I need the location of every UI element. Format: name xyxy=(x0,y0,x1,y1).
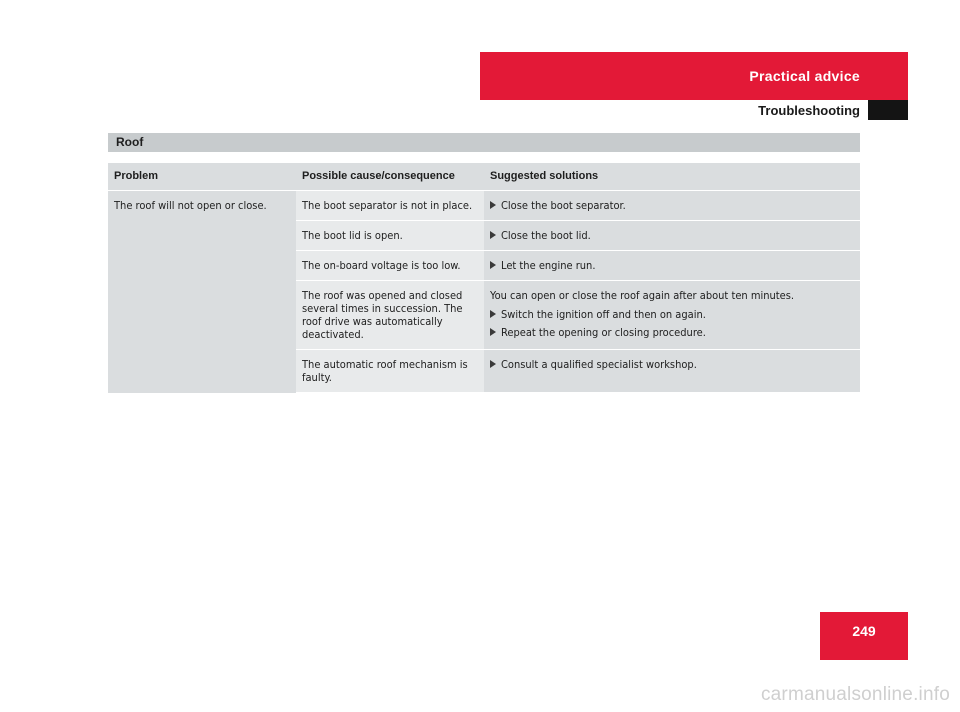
cause-cell: The roof was opened and closed several times in succession. The roof drive was automatically deactivated. xyxy=(296,281,484,350)
page-number: 249 xyxy=(852,623,876,639)
subsection-header xyxy=(480,100,908,120)
watermark: carmanualsonline.info xyxy=(760,684,950,705)
solution-step-text: Switch the ignition off and then on again. xyxy=(501,308,706,321)
arrow-right-icon xyxy=(490,261,496,269)
solution-intro: You can open or close the roof again after about ten minutes. xyxy=(490,289,795,302)
column-header-solutions: Suggested solutions xyxy=(484,163,860,191)
solution-cell xyxy=(484,281,860,350)
solution-step-text: Close the boot separator. xyxy=(501,199,626,212)
subsection-title: Troubleshooting xyxy=(758,102,860,118)
page-number-box xyxy=(820,612,908,660)
column-header-cause: Possible cause/consequence xyxy=(296,163,484,191)
arrow-right-icon xyxy=(490,201,496,209)
solution-step-text: Let the engine run. xyxy=(501,259,596,272)
solution-step xyxy=(490,199,854,212)
table-title: Roof xyxy=(108,133,860,152)
table-row xyxy=(108,191,860,221)
solution-cell xyxy=(484,191,860,221)
cause-cell: The boot separator is not in place. xyxy=(296,191,484,221)
arrow-right-icon xyxy=(490,328,496,336)
cause-cell: The boot lid is open. xyxy=(296,221,484,251)
solution-cell xyxy=(484,221,860,251)
solution-step-text: Consult a qualified specialist workshop. xyxy=(501,358,697,371)
column-header-problem: Problem xyxy=(108,163,296,191)
table-header-row xyxy=(108,163,860,191)
cause-cell: The automatic roof mechanism is faulty. xyxy=(296,350,484,393)
section-header xyxy=(480,52,908,100)
problem-cell: The roof will not open or close. xyxy=(108,191,296,393)
solution-cell xyxy=(484,251,860,281)
solution-step xyxy=(490,229,854,242)
section-title: Practical advice xyxy=(749,68,860,84)
solution-step xyxy=(490,259,854,272)
cause-cell: The on-board voltage is too low. xyxy=(296,251,484,281)
solution-step-text: Repeat the opening or closing procedure. xyxy=(501,326,706,339)
arrow-right-icon xyxy=(490,360,496,368)
troubleshooting-table xyxy=(108,163,860,393)
solution-step xyxy=(490,308,854,321)
solution-cell xyxy=(484,350,860,393)
solution-step xyxy=(490,358,854,371)
solution-step-text: Close the boot lid. xyxy=(501,229,591,242)
arrow-right-icon xyxy=(490,310,496,318)
solution-step xyxy=(490,326,854,339)
arrow-right-icon xyxy=(490,231,496,239)
header-marker xyxy=(868,100,908,120)
